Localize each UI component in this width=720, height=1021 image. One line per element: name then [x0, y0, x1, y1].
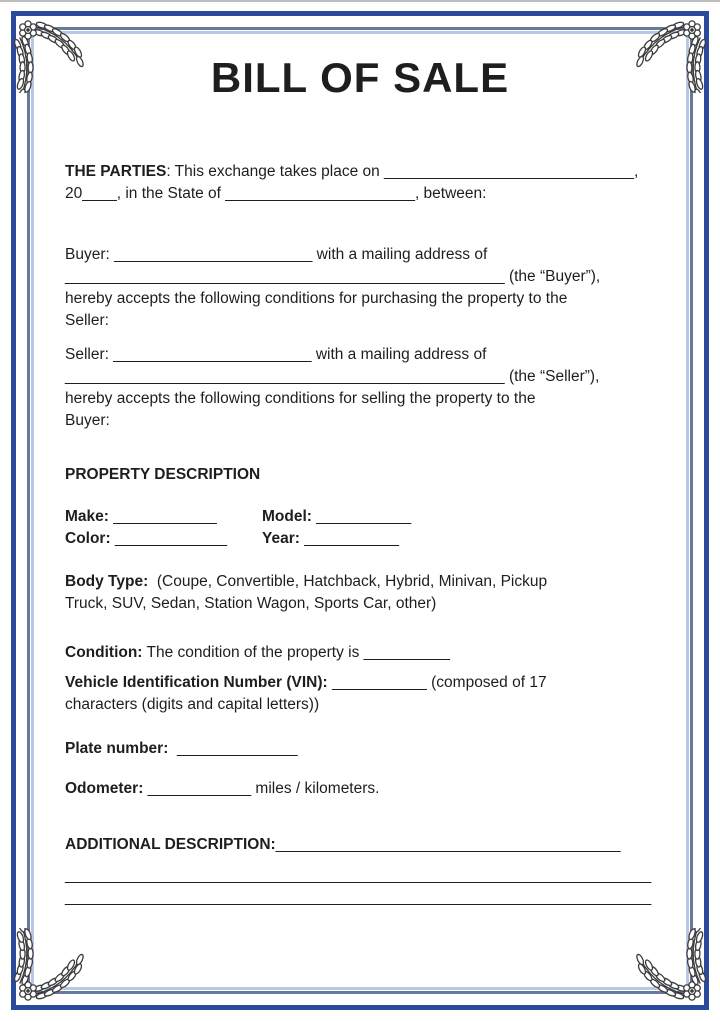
- color-field: [65, 528, 262, 550]
- model-field: [262, 508, 411, 525]
- vin-text: ___________ (composed of 17: [327, 674, 547, 691]
- odometer-line: [65, 778, 655, 800]
- color-year-row: [65, 528, 655, 550]
- model-label: Model:: [262, 508, 312, 525]
- seller-line-3: hereby accepts the following conditions for selling the property to the: [65, 390, 536, 407]
- seller-line-1: Seller: _______________________ with a mailing address of: [65, 346, 487, 363]
- year-label: Year:: [262, 530, 300, 547]
- seller-line-2: ___________________________________________________ (the “Seller”),: [65, 368, 600, 385]
- seller-line-4: Buyer:: [65, 412, 110, 429]
- parties-line-1-text: : This exchange takes place on _____________________________,: [166, 163, 639, 180]
- body-type-line-2: Truck, SUV, Sedan, Station Wagon, Sports Car, other): [65, 595, 437, 612]
- additional-description-blank-1: ________________________________________: [275, 836, 621, 853]
- scan-edge-artifact: [0, 0, 720, 2]
- page-title: BILL OF SALE: [210, 54, 510, 101]
- plate-number-line: [65, 738, 655, 760]
- buyer-line-1: Buyer: _______________________ with a mailing address of: [65, 246, 488, 263]
- vin-line-1: [65, 672, 655, 694]
- vin-label: Vehicle Identification Number (VIN):: [65, 674, 328, 691]
- condition-label: Condition:: [65, 644, 143, 661]
- body-type-options-1: (Coupe, Convertible, Hatchback, Hybrid, Minivan, Pickup: [148, 573, 548, 590]
- year-field: [262, 530, 399, 547]
- additional-description-line-1: [65, 834, 655, 856]
- year-blank: ___________: [299, 530, 400, 547]
- odometer-label: Odometer:: [65, 780, 144, 797]
- model-blank: ___________: [311, 508, 412, 525]
- parties-lead: THE PARTIES: [65, 163, 167, 180]
- body-type-line-1: [65, 571, 655, 593]
- additional-description-blank-2: ____________________________________________________________________: [65, 867, 652, 884]
- color-label: Color:: [65, 530, 111, 547]
- plate-number-label: Plate number:: [65, 740, 169, 757]
- condition-text: The condition of the property is __________: [142, 644, 450, 661]
- vin-line-2: characters (digits and capital letters)): [65, 696, 320, 713]
- buyer-line-4: Seller:: [65, 312, 109, 329]
- laurel-corner-icon: [13, 928, 93, 1008]
- make-label: Make:: [65, 508, 109, 525]
- color-blank: _____________: [110, 530, 228, 547]
- condition-line: [65, 642, 655, 664]
- additional-description-blank-3: ____________________________________________________________________: [65, 889, 652, 906]
- buyer-line-2: ___________________________________________________ (the “Buyer”),: [65, 268, 601, 285]
- parties-line-2: 20____, in the State of ______________________, between:: [65, 185, 487, 202]
- additional-description-label: ADDITIONAL DESCRIPTION:: [65, 836, 276, 853]
- make-model-row: [65, 506, 655, 528]
- property-description-heading: PROPERTY DESCRIPTION: [65, 466, 261, 483]
- parties-line-1: [65, 161, 655, 183]
- body-type-label: Body Type:: [65, 573, 149, 590]
- make-blank: ____________: [108, 508, 217, 525]
- odometer-text: ____________ miles / kilometers.: [143, 780, 380, 797]
- make-field: [65, 506, 262, 528]
- buyer-line-3: hereby accepts the following conditions for purchasing the property to the: [65, 290, 568, 307]
- plate-number-blank: ______________: [168, 740, 298, 757]
- laurel-corner-icon: [627, 928, 707, 1008]
